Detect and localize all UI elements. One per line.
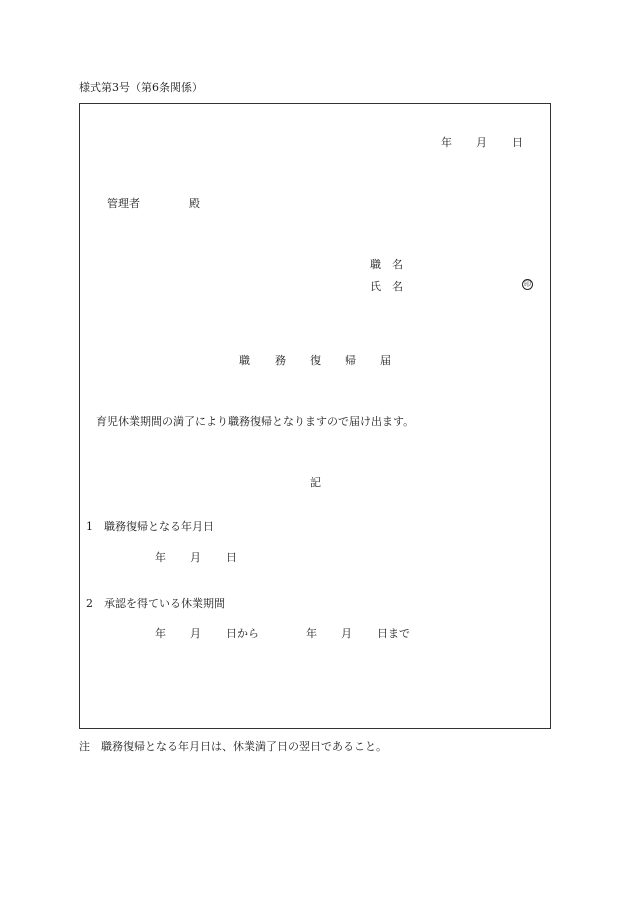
ki-mark: 記 bbox=[310, 476, 321, 489]
body-text: 育児休業期間の満了により職務復帰となりますので届け出ます。 bbox=[96, 415, 415, 428]
seal-mark: 印 bbox=[524, 280, 531, 288]
title-char-3: 復 bbox=[310, 354, 321, 367]
date-day: 日 bbox=[512, 136, 523, 149]
position-label: 職 名 bbox=[370, 258, 403, 271]
item2-to-year: 年 bbox=[306, 627, 317, 640]
item2-to-day: 日まで bbox=[377, 627, 410, 640]
item1-day: 日 bbox=[226, 551, 237, 564]
item2-to-month: 月 bbox=[341, 627, 352, 640]
footnote: 注 職務復帰となる年月日は、休業満了日の翌日であること。 bbox=[79, 740, 387, 753]
name-label: 氏 名 bbox=[370, 280, 403, 293]
addressee-honorific: 殿 bbox=[189, 197, 200, 210]
item2-from-year: 年 bbox=[155, 627, 166, 640]
item2-from-month: 月 bbox=[190, 627, 201, 640]
item1-year: 年 bbox=[155, 551, 166, 564]
item1-month: 月 bbox=[190, 551, 201, 564]
item2-label: 2 承認を得ている休業期間 bbox=[86, 597, 225, 610]
item1-label: 1 職務復帰となる年月日 bbox=[86, 520, 214, 533]
title-char-1: 職 bbox=[239, 354, 250, 367]
title-char-2: 務 bbox=[275, 354, 286, 367]
addressee-title: 管理者 bbox=[107, 197, 140, 210]
title-char-4: 帰 bbox=[345, 354, 356, 367]
date-month: 月 bbox=[476, 136, 487, 149]
form-number: 様式第3号（第6条関係） bbox=[79, 81, 203, 94]
item2-from-day: 日から bbox=[226, 627, 259, 640]
title-char-5: 届 bbox=[380, 354, 391, 367]
date-year: 年 bbox=[441, 136, 452, 149]
